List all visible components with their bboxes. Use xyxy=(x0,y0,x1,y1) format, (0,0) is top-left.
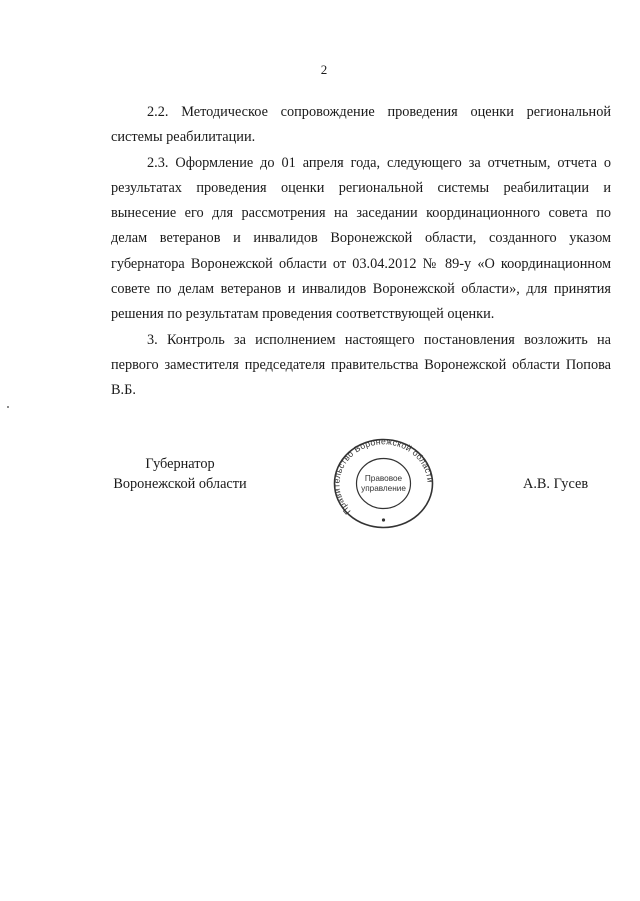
paragraph-2-3: 2.3. Оформление до 01 апреля года, следующего за отчетным, отчета о результатах проведения оценки региональной системы реабилитации и вынесение его для рассмотрения на заседании координационного совета по делам ветеранов и инвалидов Воронежской области, созданного указом губернатора Воронежской области от 03.04.2012 № 89-у «О координационном совете по делам ветеранов и инвалидов Воронежской области», для принятия решения по результатам проведения соответствующей оценки. xyxy=(111,154,611,323)
stamp-inner-line1: Правовое xyxy=(364,474,403,483)
document-body xyxy=(111,100,611,404)
stamp-dot-icon xyxy=(382,518,385,521)
paragraph-3: 3. Контроль за исполнением настоящего постановления возложить на первого заместителя председателя правительства Воронежской области Попова В.Б. xyxy=(111,331,611,399)
signatory-position-line1: Губернатор xyxy=(145,456,215,472)
signatory-position-line2: Воронежской области xyxy=(113,476,247,492)
official-stamp xyxy=(330,436,437,531)
signatory-position xyxy=(100,454,260,494)
paragraph-2-2: 2.2. Методическое сопровождение проведения оценки региональной системы реабилитации. xyxy=(111,104,611,146)
signatory-name: А.В. Гусев xyxy=(523,476,589,492)
stamp-inner-line2: управление xyxy=(361,484,406,493)
scan-speck xyxy=(7,406,9,408)
page-number: 2 xyxy=(320,62,328,77)
stamp-outer-text: Правительство Воронежской области xyxy=(331,436,436,517)
